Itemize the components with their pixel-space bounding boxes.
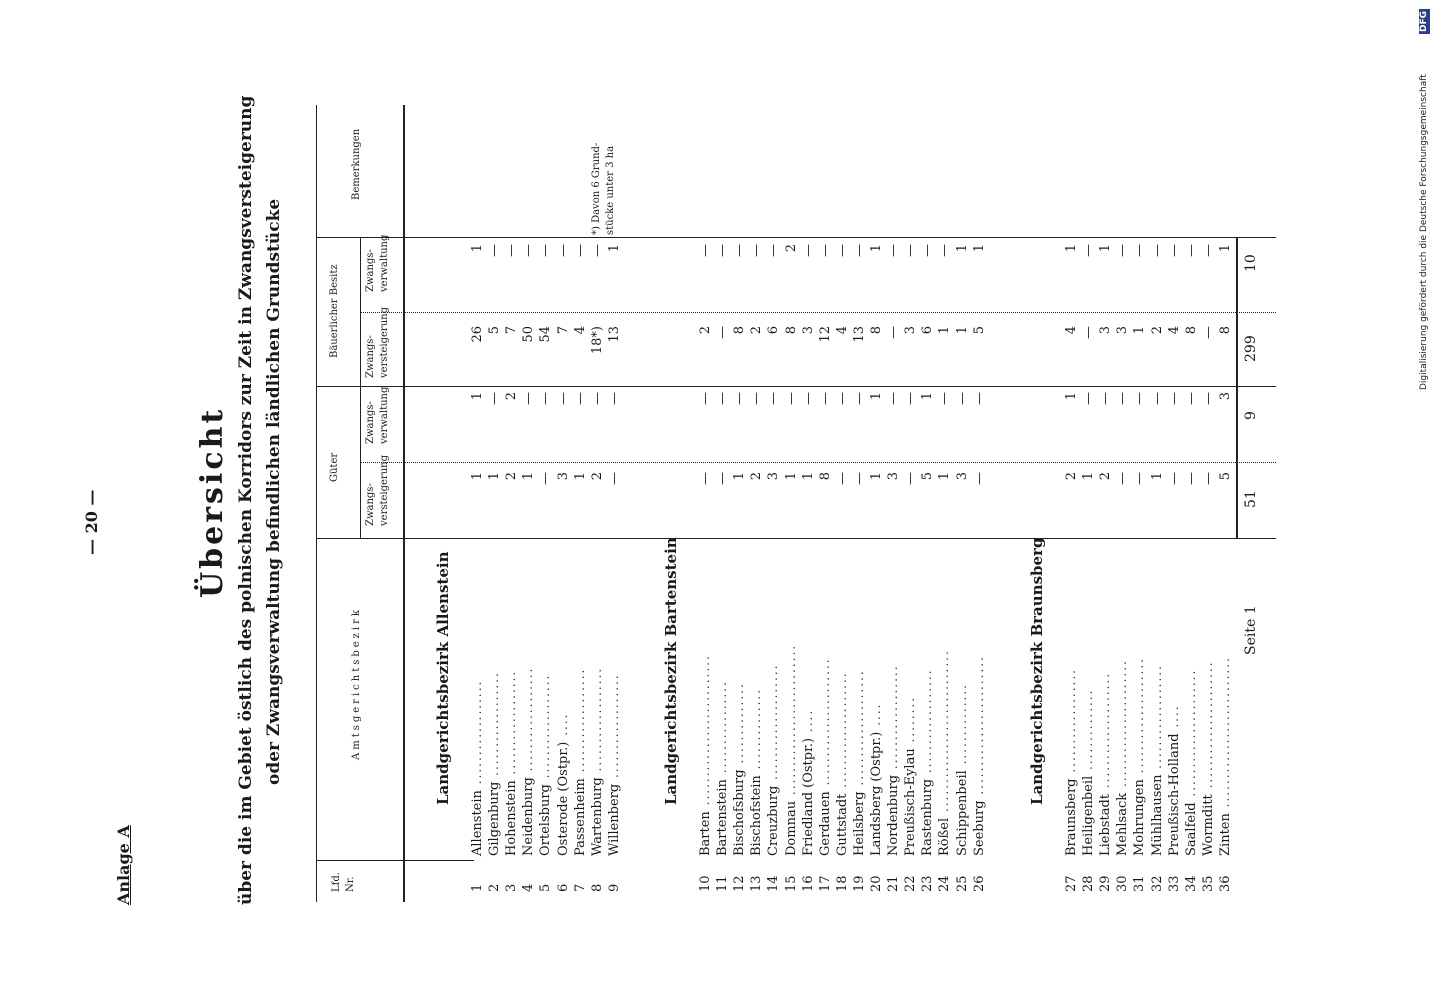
gueter-zwangsversteigerung: — (851, 472, 867, 485)
bauer-zwangsversteigerung: 3 (1098, 326, 1114, 335)
district-name: Creuzburg .................... (766, 663, 782, 856)
bauer-zwangsverwaltung: — (555, 244, 571, 257)
district-name: Passenheim .................. (572, 667, 588, 856)
district-name: Saalfeld ...................... (1183, 668, 1199, 856)
district-name: Bischofsburg .............. (732, 682, 748, 856)
bauer-zwangsverwaltung: — (817, 244, 833, 257)
row-number: 17 (817, 875, 833, 892)
bauer-zwangsverwaltung: — (572, 244, 588, 257)
section-title: Landgerichtsbezirk Bartenstein (662, 537, 680, 805)
total-gueter-zv: 51 (1243, 490, 1259, 508)
gueter-zwangsversteigerung: — (698, 472, 713, 485)
district-name: Nordenburg .................. (886, 664, 902, 856)
gueter-zwangsverwaltung: — (1149, 392, 1165, 405)
header-gueter-zw2: verwaltung (379, 386, 390, 444)
bauer-zwangsverwaltung: — (903, 244, 919, 257)
bauer-zwangsverwaltung: — (521, 244, 537, 257)
bauer-zwangsverwaltung: — (937, 244, 953, 257)
bauer-zwangsversteigerung: — (1200, 326, 1216, 339)
row-number: 30 (1115, 875, 1131, 892)
gueter-zwangsverwaltung: — (1115, 392, 1131, 405)
row-number: 35 (1200, 875, 1216, 892)
gueter-zwangsversteigerung: 2 (1064, 472, 1079, 481)
bauer-zwangsversteigerung: 13 (851, 326, 867, 343)
row-number: 9 (606, 883, 622, 892)
column-divider-gueter (316, 386, 1276, 387)
gueter-zwangsversteigerung: 1 (572, 472, 588, 481)
column-divider-gueter-sub (360, 462, 1276, 463)
gueter-zwangsversteigerung: 1 (487, 472, 503, 481)
bauer-zwangsverwaltung: 1 (954, 244, 970, 253)
header-bauer-zw1: Zwangs- (365, 249, 376, 292)
gueter-zwangsverwaltung: — (800, 392, 816, 405)
row-number: 6 (555, 883, 571, 892)
bauer-zwangsversteigerung: 7 (555, 326, 571, 335)
gueter-zwangsversteigerung: 2 (589, 472, 605, 481)
total-bauer-zw: 10 (1243, 254, 1259, 272)
district-name: Wartenburg .................. (589, 666, 605, 856)
gueter-zwangsverwaltung: — (766, 392, 782, 405)
district-name: Liebstadt .................... (1098, 671, 1114, 856)
row-number: 19 (851, 875, 867, 892)
subtitle-line-1: über die im Gebiet östlich des polnischen Korridors zur Zeit in Zwangsversteigerung (236, 95, 256, 905)
district-name: Mühlhausen .................. (1149, 664, 1165, 856)
bauer-zwangsversteigerung: 3 (1115, 326, 1131, 335)
district-name: Heilsberg .................... (851, 669, 867, 856)
gueter-zwangsversteigerung: — (834, 472, 850, 485)
row-number: 3 (504, 883, 520, 892)
column-divider-name (316, 538, 1276, 539)
gueter-zwangsverwaltung: 2 (504, 392, 520, 401)
gueter-zwangsverwaltung: — (834, 392, 850, 405)
header-lfd: Lfd. (331, 872, 342, 892)
bauer-zwangsverwaltung: 1 (971, 244, 987, 253)
bauer-zwangsverwaltung: — (504, 244, 520, 257)
gueter-zwangsversteigerung: 1 (783, 472, 799, 481)
header-sub-line (360, 237, 361, 538)
bauer-zwangsverwaltung: — (886, 244, 902, 257)
row-number: 11 (715, 875, 731, 892)
bauer-zwangsverwaltung: — (698, 244, 713, 257)
bauer-zwangsverwaltung: — (851, 244, 867, 257)
bauer-zwangsversteigerung: — (886, 326, 902, 339)
gueter-zwangsversteigerung: — (1115, 472, 1131, 485)
bauer-zwangsversteigerung: 50 (521, 326, 537, 343)
bauer-zwangsversteigerung: 1 (954, 326, 970, 335)
district-name: Bischofstein .............. (749, 687, 765, 856)
bauer-zwangsverwaltung: 1 (869, 244, 884, 253)
gueter-zwangsverwaltung: — (521, 392, 537, 405)
district-name: Ortelsburg .................. (538, 673, 554, 856)
gueter-zwangsverwaltung: — (487, 392, 503, 405)
gueter-zwangsversteigerung: 1 (521, 472, 537, 481)
district-name: Zinten .......................... (1217, 656, 1233, 856)
gueter-zwangsversteigerung: 1 (869, 472, 884, 481)
row-number: 23 (920, 875, 936, 892)
bauer-zwangsversteigerung: 8 (1183, 326, 1199, 335)
bauer-zwangsverwaltung: — (1166, 244, 1182, 257)
remark-line-1: *) Davon 6 Grund- (591, 142, 602, 235)
row-number: 22 (903, 875, 919, 892)
district-name: Guttstadt .................... (834, 671, 850, 856)
row-number: 34 (1183, 875, 1199, 892)
bauer-zwangsversteigerung: 2 (749, 326, 765, 335)
bauer-zwangsverwaltung: — (834, 244, 850, 257)
gueter-zwangsversteigerung: — (1200, 472, 1216, 485)
gueter-zwangsverwaltung: — (1166, 392, 1182, 405)
bauer-zwangsversteigerung: 1 (1132, 326, 1148, 335)
bauer-zwangsversteigerung: — (1081, 326, 1097, 339)
row-number: 28 (1081, 875, 1097, 892)
header-gueter-zv2: versteigerung (379, 455, 390, 526)
bauer-zwangsverwaltung: — (1149, 244, 1165, 257)
gueter-zwangsversteigerung: 2 (749, 472, 765, 481)
gueter-zwangsversteigerung: — (1166, 472, 1182, 485)
district-name: Domnau .......................... (783, 643, 799, 856)
gueter-zwangsversteigerung: 1 (732, 472, 748, 481)
district-name: Landsberg (Ostpr.) .... (869, 702, 884, 856)
gueter-zwangsverwaltung: — (715, 392, 731, 405)
header-bauer-zw2: verwaltung (379, 234, 390, 292)
district-name: Gilgenburg .................. (487, 671, 503, 856)
bauer-zwangsverwaltung: 1 (1064, 244, 1079, 253)
header-bemerkungen: Bemerkungen (351, 128, 362, 200)
gueter-zwangsversteigerung: 3 (766, 472, 782, 481)
gueter-zwangsverwaltung: — (937, 392, 953, 405)
bauer-zwangsversteigerung: 54 (538, 326, 554, 343)
total-gueter-zw: 9 (1243, 411, 1259, 420)
bauer-zwangsversteigerung: 6 (766, 326, 782, 335)
bauer-zwangsversteigerung: 13 (606, 326, 622, 343)
header-nr: Nr. (345, 876, 356, 892)
bauer-zwangsverwaltung: — (749, 244, 765, 257)
gueter-zwangsversteigerung: 1 (470, 472, 485, 481)
bauer-zwangsverwaltung: 2 (783, 244, 799, 253)
bauer-zwangsversteigerung: 7 (504, 326, 520, 335)
district-name: Hohenstein .................. (504, 669, 520, 856)
district-name: Osterode (Ostpr.) .... (555, 712, 571, 856)
gueter-zwangsversteigerung: 1 (1081, 472, 1097, 481)
header-gueter-zv1: Zwangs- (365, 483, 376, 526)
gueter-zwangsverwaltung: — (538, 392, 554, 405)
bauer-zwangsverwaltung: — (715, 244, 731, 257)
bauer-zwangsversteigerung: 5 (487, 326, 503, 335)
gueter-zwangsversteigerung: 3 (555, 472, 571, 481)
district-name: Wormditt ...................... (1200, 660, 1216, 856)
row-number: 2 (487, 883, 503, 892)
column-divider-bauerlich (316, 237, 1276, 238)
row-number: 13 (749, 875, 765, 892)
gueter-zwangsverwaltung: — (1132, 392, 1148, 405)
total-bauer-zv: 299 (1243, 335, 1259, 362)
gueter-zwangsversteigerung: — (715, 472, 731, 485)
gueter-zwangsversteigerung: — (1183, 472, 1199, 485)
gueter-zwangsverwaltung: 1 (1064, 392, 1079, 401)
row-number: 10 (698, 875, 713, 892)
bauer-zwangsverwaltung: — (589, 244, 605, 257)
row-number: 16 (800, 875, 816, 892)
row-number: 26 (971, 875, 987, 892)
row-number: 32 (1149, 875, 1165, 892)
gueter-zwangsverwaltung: — (698, 392, 713, 405)
district-name: Seeburg ........................ (971, 655, 987, 856)
gueter-zwangsversteigerung: — (903, 472, 919, 485)
bauer-zwangsverwaltung: — (732, 244, 748, 257)
bauer-zwangsverwaltung: — (1183, 244, 1199, 257)
gueter-zwangsversteigerung: 3 (954, 472, 970, 481)
dfg-logo: DFG (1419, 10, 1429, 32)
row-number: 20 (869, 875, 884, 892)
bauer-zwangsversteigerung: 12 (817, 326, 833, 343)
district-name: Bartenstein ................ (715, 680, 731, 856)
gueter-zwangsverwaltung: — (817, 392, 833, 405)
row-number: 25 (954, 875, 970, 892)
bauer-zwangsversteigerung: 1 (937, 326, 953, 335)
header-bauer-zv2: versteigerung (379, 307, 390, 378)
gueter-zwangsversteigerung: 1 (800, 472, 816, 481)
row-number: 1 (470, 883, 485, 892)
gueter-zwangsversteigerung: — (1132, 472, 1148, 485)
gueter-zwangsverwaltung: — (783, 392, 799, 405)
bauer-zwangsverwaltung: 1 (470, 244, 485, 253)
row-number: 29 (1098, 875, 1114, 892)
header-bauer-zv1: Zwangs- (365, 335, 376, 378)
district-name: Barten .......................... (698, 654, 713, 856)
total-label: Seite 1 (1243, 605, 1259, 655)
gueter-zwangsversteigerung: 5 (1217, 472, 1233, 481)
gueter-zwangsversteigerung: 8 (817, 472, 833, 481)
header-gueter-zw1: Zwangs- (365, 401, 376, 444)
district-name: Mohrungen .................... (1132, 657, 1148, 856)
gueter-zwangsverwaltung: — (903, 392, 919, 405)
section-title: Landgerichtsbezirk Braunsberg (1028, 537, 1046, 805)
page-number: — 20 — (82, 489, 101, 555)
district-name: Willenberg .................. (606, 673, 622, 856)
gueter-zwangsverwaltung: — (1081, 392, 1097, 405)
gueter-zwangsverwaltung: — (1200, 392, 1216, 405)
row-number: 12 (732, 875, 748, 892)
gueter-zwangsversteigerung: 5 (920, 472, 936, 481)
row-number: 5 (538, 883, 554, 892)
bauer-zwangsverwaltung: — (1115, 244, 1131, 257)
district-name: Mehlsack ...................... (1115, 659, 1131, 856)
gueter-zwangsverwaltung: — (1098, 392, 1114, 405)
bauer-zwangsverwaltung: — (538, 244, 554, 257)
table-border-top (316, 105, 317, 902)
bauer-zwangsverwaltung: — (1132, 244, 1148, 257)
bauer-zwangsversteigerung: 3 (800, 326, 816, 335)
bauer-zwangsverwaltung: — (487, 244, 503, 257)
bauer-zwangsverwaltung: — (766, 244, 782, 257)
row-number: 7 (572, 883, 588, 892)
gueter-zwangsversteigerung: 2 (504, 472, 520, 481)
bauer-zwangsversteigerung: 8 (783, 326, 799, 335)
bauer-zwangsversteigerung: 2 (698, 326, 713, 335)
row-number: 14 (766, 875, 782, 892)
gueter-zwangsverwaltung: 1 (470, 392, 485, 401)
subtitle-line-2: oder Zwangsverwaltung befindlichen ländlichen Grundstücke (264, 198, 284, 785)
remark-line-2: stücke unter 3 ha (605, 145, 616, 235)
bauer-zwangsverwaltung: — (920, 244, 936, 257)
gueter-zwangsverwaltung: — (1183, 392, 1199, 405)
gueter-zwangsversteigerung: — (606, 472, 622, 485)
bauer-zwangsverwaltung: 1 (606, 244, 622, 253)
row-number: 33 (1166, 875, 1182, 892)
bauer-zwangsversteigerung: 8 (1217, 326, 1233, 335)
gueter-zwangsverwaltung: 1 (920, 392, 936, 401)
gueter-zwangsversteigerung: 3 (886, 472, 902, 481)
gueter-zwangsversteigerung: — (971, 472, 987, 485)
gueter-zwangsversteigerung: 1 (937, 472, 953, 481)
digitization-note: Digitalisierung gefördert durch die Deutsche Forschungsgemeinschaft (1419, 74, 1429, 390)
district-name: Allenstein .................. (470, 679, 485, 856)
header-amtsgericht: Amtsgerichtsbezirk (351, 607, 362, 760)
district-name: Friedland (Ostpr.) .... (800, 708, 816, 856)
district-name: Rößel ............................ (937, 649, 953, 856)
header-bauerlich: Bäuerlicher Besitz (329, 264, 340, 358)
gueter-zwangsversteigerung: 1 (1149, 472, 1165, 481)
bauer-zwangsverwaltung: — (1200, 244, 1216, 257)
column-divider-bauer-sub (360, 312, 1276, 313)
bauer-zwangsversteigerung: 4 (1166, 326, 1182, 335)
bauer-zwangsverwaltung: — (1081, 244, 1097, 257)
district-name: Gerdauen ...................... (817, 657, 833, 856)
district-name: Rastenburg .................. (920, 668, 936, 856)
bauer-zwangsversteigerung: 6 (920, 326, 936, 335)
bauer-zwangsversteigerung: 5 (971, 326, 987, 335)
gueter-zwangsverwaltung: — (732, 392, 748, 405)
gueter-zwangsversteigerung: 2 (1098, 472, 1114, 481)
row-number: 4 (521, 883, 537, 892)
row-number: 15 (783, 875, 799, 892)
bauer-zwangsversteigerung: 4 (834, 326, 850, 335)
gueter-zwangsverwaltung: — (572, 392, 588, 405)
district-name: Preußisch-Eylau ........ (903, 695, 919, 856)
district-name: Braunsberg .................. (1064, 668, 1079, 856)
bauer-zwangsversteigerung: 8 (732, 326, 748, 335)
bauer-zwangsversteigerung: — (715, 326, 731, 339)
district-name: Preußisch-Holland .... (1166, 704, 1182, 856)
bauer-zwangsversteigerung: 4 (572, 326, 588, 335)
page-title: Übersicht (195, 406, 230, 598)
district-name: Schippenbeil .............. (954, 683, 970, 856)
gueter-zwangsverwaltung: — (749, 392, 765, 405)
row-number: 27 (1064, 875, 1079, 892)
bauer-zwangsverwaltung: — (800, 244, 816, 257)
bauer-zwangsversteigerung: 8 (869, 326, 884, 335)
header-gueter: Güter (329, 452, 340, 482)
bauer-zwangsversteigerung: 3 (903, 326, 919, 335)
bauer-zwangsverwaltung: 1 (1217, 244, 1233, 253)
gueter-zwangsverwaltung: — (589, 392, 605, 405)
gueter-zwangsversteigerung: — (538, 472, 554, 485)
row-number: 31 (1132, 875, 1148, 892)
anlage-label: Anlage A (114, 825, 133, 905)
gueter-zwangsverwaltung: 3 (1217, 392, 1233, 401)
row-number: 36 (1217, 875, 1233, 892)
bauer-zwangsversteigerung: 2 (1149, 326, 1165, 335)
row-number: 18 (834, 875, 850, 892)
district-name: Neidenburg .................. (521, 666, 537, 856)
row-number: 21 (886, 875, 902, 892)
bauer-zwangsversteigerung: 4 (1064, 326, 1079, 335)
bauer-zwangsverwaltung: 1 (1098, 244, 1114, 253)
bauer-zwangsversteigerung: 26 (470, 326, 485, 343)
row-number: 8 (589, 883, 605, 892)
district-name: Heiligenbeil .............. (1081, 688, 1097, 856)
total-line (1236, 237, 1238, 538)
row-number: 24 (937, 875, 953, 892)
gueter-zwangsverwaltung: — (886, 392, 902, 405)
section-title: Landgerichtsbezirk Allenstein (434, 551, 452, 805)
gueter-zwangsverwaltung: 1 (869, 392, 884, 401)
column-divider-nr (316, 860, 474, 861)
bauer-zwangsversteigerung: 18*) (589, 326, 605, 355)
gueter-zwangsverwaltung: — (954, 392, 970, 405)
table-header-border (403, 105, 405, 902)
gueter-zwangsverwaltung: — (606, 392, 622, 405)
gueter-zwangsverwaltung: — (971, 392, 987, 405)
gueter-zwangsverwaltung: — (851, 392, 867, 405)
gueter-zwangsverwaltung: — (555, 392, 571, 405)
